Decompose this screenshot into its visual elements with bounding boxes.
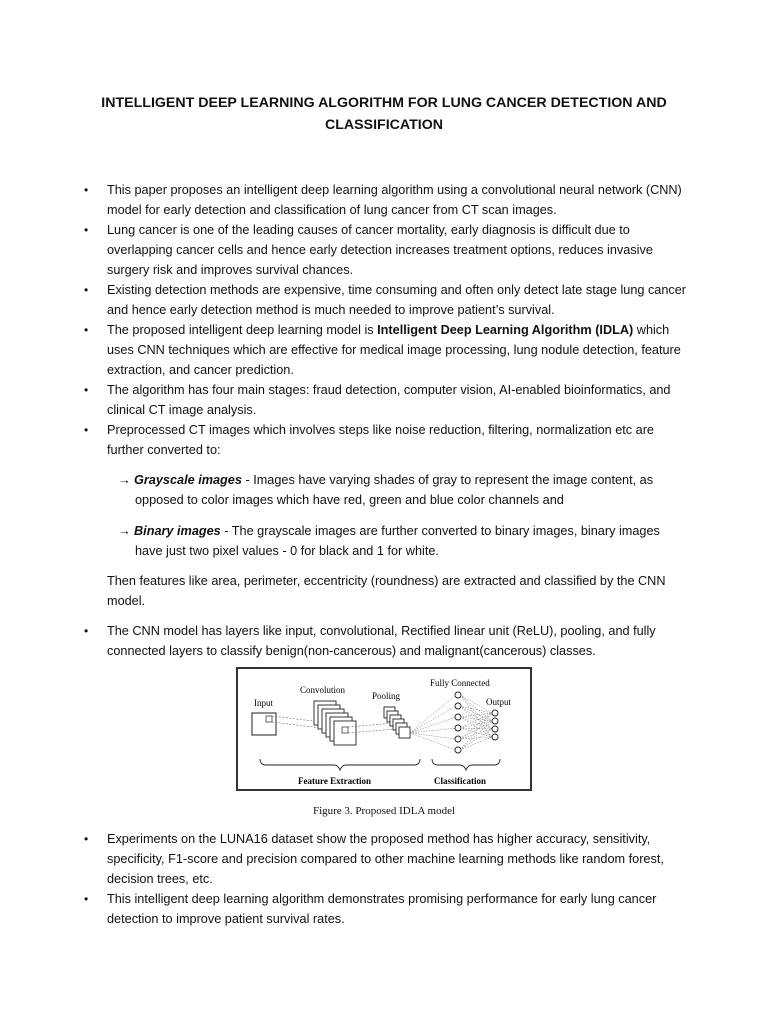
bullet-text: Lung cancer is one of the leading causes of cancer mortality, early diagnosis is difficult due to overlapping cancer cells and hence early detection increases treatment options, reduces invasive surgery risk and improves survival chances. bbox=[107, 223, 653, 277]
classification-label: Classification bbox=[434, 776, 487, 786]
fully-connected-label: Fully Connected bbox=[430, 678, 490, 688]
term-description: - The grayscale images are further converted to binary images, binary images have just two pixel values - 0 for black and 1 for white. bbox=[135, 524, 660, 558]
list-item bbox=[0, 829, 768, 889]
arrow-right-icon: → bbox=[118, 524, 131, 538]
bullet-icon: • bbox=[84, 423, 89, 437]
bullet-icon: • bbox=[84, 183, 89, 197]
list-item bbox=[0, 621, 768, 661]
bullet-text: Existing detection methods are expensive, time consuming and often only detect late stage lung cancer and hence early detection method is much needed to improve patient’s survival. bbox=[107, 283, 687, 317]
bullet-text: Preprocessed CT images which involves steps like noise reduction, filtering, normalization etc are further converted to: bbox=[107, 423, 654, 457]
idla-model-figure bbox=[236, 667, 532, 791]
features-paragraph: Then features like area, perimeter, eccentricity (roundness) are extracted and classified by the CNN model. bbox=[107, 574, 666, 608]
bullet-text: The CNN model has layers like input, convolutional, Rectified linear unit (ReLU), pooling, and fully connected layers to classify benign(non-cancerous) and malignant(cancerous) classes. bbox=[107, 624, 656, 658]
sub-item-binary bbox=[0, 521, 768, 561]
bullet-icon: • bbox=[84, 892, 89, 906]
fc-neurons bbox=[455, 692, 461, 753]
bullet-icon: • bbox=[84, 283, 89, 297]
list-item bbox=[0, 380, 768, 420]
bullet-icon: • bbox=[84, 383, 89, 397]
bullet-text: This intelligent deep learning algorithm demonstrates promising performance for early lung cancer detection to improve patient survival rates. bbox=[107, 892, 657, 926]
bullet-text: Experiments on the LUNA16 dataset show the proposed method has higher accuracy, sensitivity, specificity, F1-score and precision compared to other machine learning methods like random forest, decision trees, etc. bbox=[107, 832, 664, 886]
fc-connections bbox=[410, 695, 492, 750]
convolution-label: Convolution bbox=[300, 685, 346, 695]
bullet-text: The algorithm has four main stages: fraud detection, computer vision, AI-enabled bioinformatics, and clinical CT image analysis. bbox=[107, 383, 671, 417]
term-description: - Images have varying shades of gray to represent the image content, as opposed to color images which have red, green and blue color channels and bbox=[135, 473, 654, 507]
convolution-feature-maps bbox=[314, 701, 356, 745]
classification-brace bbox=[432, 759, 500, 770]
list-item-idla bbox=[0, 320, 768, 380]
figure-caption: Figure 3. Proposed IDLA model bbox=[312, 805, 456, 817]
bullet-icon: • bbox=[84, 323, 89, 337]
term-grayscale: Grayscale images bbox=[134, 473, 242, 487]
input-label: Input bbox=[254, 698, 273, 708]
bullet-icon: • bbox=[84, 223, 89, 237]
bullet-text: The proposed intelligent deep learning model is bbox=[107, 323, 378, 337]
document-title: INTELLIGENT DEEP LEARNING ALGORITHM FOR LUNG CANCER DETECTION AND CLASSIFICATION bbox=[101, 95, 667, 133]
bullet-list-results bbox=[0, 829, 768, 929]
arrow-right-icon: → bbox=[118, 473, 131, 487]
list-item bbox=[0, 420, 768, 460]
bullet-icon: • bbox=[84, 624, 89, 638]
sub-item-grayscale bbox=[0, 470, 768, 510]
list-item bbox=[0, 220, 768, 280]
pooling-feature-maps bbox=[384, 707, 410, 738]
cnn-diagram bbox=[238, 669, 530, 789]
list-item bbox=[0, 889, 768, 929]
list-item bbox=[0, 280, 768, 320]
output-label: Output bbox=[486, 697, 512, 707]
bullet-text: This paper proposes an intelligent deep learning algorithm using a convolutional neural network (CNN) model for early detection and classification of lung cancer from CT scan images. bbox=[107, 183, 682, 217]
feature-extraction-label: Feature Extraction bbox=[298, 776, 372, 786]
term-binary: Binary images bbox=[134, 524, 221, 538]
bold-term-idla: Intelligent Deep Learning Algorithm (IDLA) bbox=[377, 323, 634, 337]
bullet-icon: • bbox=[84, 832, 89, 846]
output-neurons bbox=[492, 710, 498, 740]
pooling-label: Pooling bbox=[372, 691, 401, 701]
feature-extraction-brace bbox=[260, 759, 420, 770]
bullet-text: which uses CNN techniques which are effective for medical image processing, lung nodule detection, feature extraction, and cancer prediction. bbox=[107, 323, 681, 377]
bullet-list-main bbox=[0, 180, 768, 460]
list-item bbox=[0, 180, 768, 220]
bullet-list-cnn bbox=[0, 621, 768, 661]
